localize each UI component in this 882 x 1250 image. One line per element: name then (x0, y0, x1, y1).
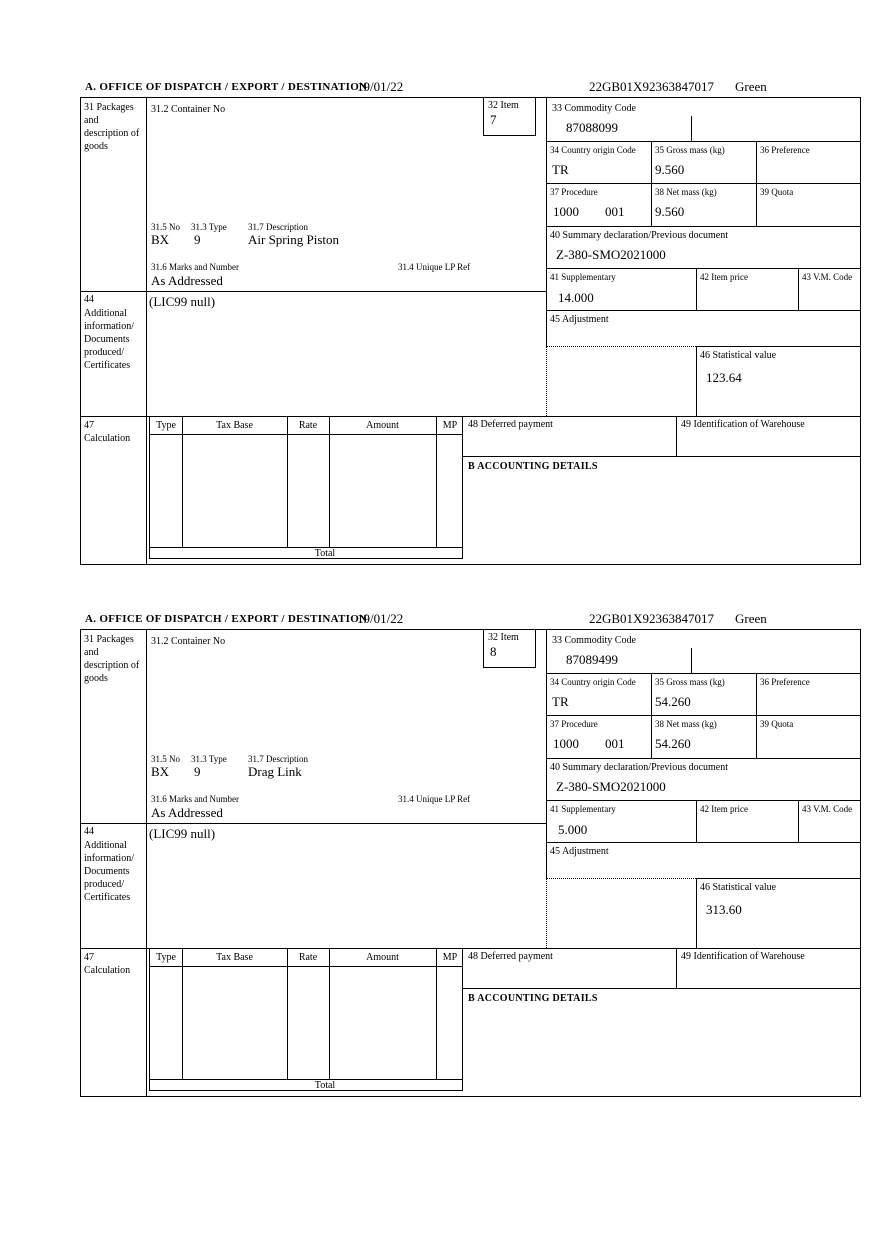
unique-lp-ref-label: 31.4 Unique LP Ref (398, 794, 471, 804)
divider-line (546, 310, 860, 311)
calculation-table (149, 948, 463, 1091)
box45-label: 45 Adjustment (550, 846, 609, 857)
divider-line (182, 417, 183, 547)
divider-line (329, 417, 330, 547)
packages-no-value: BX (151, 232, 170, 247)
calc-col-amount: Amount (366, 952, 399, 963)
dotted-divider-line (546, 346, 696, 347)
item-number-value: 8 (490, 644, 497, 659)
box36-label: 36 Preference (760, 677, 810, 687)
procedure-code-value: 1000 (553, 736, 579, 751)
calc-col-mp: MP (442, 420, 458, 431)
divider-line (463, 988, 860, 989)
item-number-box (483, 630, 536, 668)
box41-label: 41 Supplementary (550, 804, 616, 814)
acceptance-date: 19/01/22 (357, 79, 404, 94)
packages-type-value: 9 (194, 232, 201, 247)
divider-line (81, 823, 546, 824)
box44-number: 44 (84, 294, 94, 305)
box47-label: 47 Calculation (84, 420, 131, 444)
container-no-label: 31.2 Container No (151, 104, 226, 115)
box39-label: 39 Quota (760, 187, 794, 197)
container-no-label: 31.2 Container No (151, 636, 226, 647)
box40-label: 40 Summary declaration/Previous document (550, 762, 729, 773)
country-origin-value: TR (552, 694, 569, 709)
divider-line (287, 949, 288, 1079)
commodity-code-value: 87089499 (566, 652, 618, 667)
declaration-item-section (80, 610, 862, 1098)
packages-description-label: 31.7 Description (248, 222, 308, 232)
divider-line (546, 226, 860, 227)
calc-col-mp: MP (442, 952, 458, 963)
item-number-box (483, 98, 536, 136)
supplementary-units-value: 14.000 (558, 290, 594, 305)
box37-label: 37 Procedure (550, 719, 598, 729)
box40-label: 40 Summary declaration/Previous document (550, 230, 729, 241)
dotted-divider-line (546, 346, 547, 416)
statistical-value: 123.64 (706, 370, 742, 385)
sad-item-form (80, 629, 861, 1097)
net-mass-value: 9.560 (655, 204, 685, 219)
box33-label: 33 Commodity Code (552, 103, 636, 114)
previous-document-value: Z-380-SMO2021000 (556, 779, 666, 794)
divider-line (436, 417, 437, 547)
divider-line (546, 141, 860, 142)
packages-no-label: 31.5 No (151, 222, 180, 232)
calculation-table (149, 416, 463, 559)
calc-col-amount: Amount (366, 420, 399, 431)
divider-line (329, 949, 330, 1079)
goods-description-value: Drag Link (248, 764, 302, 779)
box48-label: 48 Deferred payment (468, 419, 553, 430)
country-origin-value: TR (552, 162, 569, 177)
packages-type-value: 9 (194, 764, 201, 779)
box35-label: 35 Gross mass (kg) (655, 145, 725, 155)
calc-col-rate: Rate (298, 420, 318, 431)
unique-lp-ref-label: 31.4 Unique LP Ref (398, 262, 471, 272)
box44-number: 44 (84, 826, 94, 837)
divider-line (546, 842, 860, 843)
additional-information-value: (LIC99 null) (149, 294, 216, 309)
divider-line (651, 673, 652, 758)
box49-label: 49 Identification of Warehouse (681, 951, 805, 962)
divider-line (436, 949, 437, 1079)
divider-line (546, 630, 547, 878)
marks-and-number-value: As Addressed (151, 273, 223, 288)
additional-information-value: (LIC99 null) (149, 826, 216, 841)
accounting-details-label: B ACCOUNTING DETAILS (468, 993, 598, 1004)
box34-label: 34 Country origin Code (550, 145, 636, 155)
sad-item-form (80, 97, 861, 565)
calc-col-rate: Rate (298, 952, 318, 963)
packages-no-value: BX (151, 764, 170, 779)
box32-label: 32 Item (488, 100, 519, 111)
box35-label: 35 Gross mass (kg) (655, 677, 725, 687)
divider-line (546, 673, 860, 674)
divider-line (696, 346, 860, 347)
divider-line (676, 416, 677, 456)
divider-line (81, 291, 546, 292)
divider-line (546, 800, 860, 801)
marks-and-number-value: As Addressed (151, 805, 223, 820)
divider-line (546, 758, 860, 759)
commodity-code-value: 87088099 (566, 120, 618, 135)
procedure-code2-value: 001 (605, 736, 625, 751)
calc-col-type: Type (156, 952, 176, 963)
box46-label: 46 Statistical value (700, 350, 777, 361)
routing-status: Green (735, 611, 767, 626)
divider-line (696, 878, 860, 879)
procedure-code2-value: 001 (605, 204, 625, 219)
supplementary-units-value: 5.000 (558, 822, 588, 837)
statistical-value: 313.60 (706, 902, 742, 917)
divider-line (651, 141, 652, 226)
divider-line (696, 346, 697, 416)
divider-line (676, 948, 677, 988)
declaration-item-section (80, 78, 862, 566)
box46-label: 46 Statistical value (700, 882, 777, 893)
divider-line (546, 715, 860, 716)
divider-line (146, 98, 147, 564)
box31-label: 31 Packages and description of goods (84, 634, 140, 684)
gross-mass-value: 54.260 (655, 694, 691, 709)
divider-line (798, 268, 799, 310)
divider-line (696, 878, 697, 948)
office-of-dispatch-label: A. OFFICE OF DISPATCH / EXPORT / DESTINATION (85, 613, 368, 625)
divider-line (696, 800, 697, 842)
divider-line (150, 434, 462, 435)
calc-col-type: Type (156, 420, 176, 431)
box44-label: Additional information/ Documents produced/ Certificates (84, 840, 134, 903)
net-mass-value: 54.260 (655, 736, 691, 751)
procedure-code-value: 1000 (553, 204, 579, 219)
packages-type-label: 31.3 Type (191, 754, 227, 764)
marks-and-number-label: 31.6 Marks and Number (151, 262, 239, 272)
commodity-code-separator (691, 116, 692, 141)
box43-label: 43 V.M. Code (802, 272, 853, 282)
box39-label: 39 Quota (760, 719, 794, 729)
accounting-details-label: B ACCOUNTING DETAILS (468, 461, 598, 472)
divider-line (756, 673, 757, 758)
dotted-divider-line (546, 878, 547, 948)
declaration-reference: 22GB01X92363847017 (589, 79, 714, 94)
box32-label: 32 Item (488, 632, 519, 643)
marks-and-number-label: 31.6 Marks and Number (151, 794, 239, 804)
calc-total-label: Total (314, 1080, 336, 1091)
divider-line (756, 141, 757, 226)
box48-label: 48 Deferred payment (468, 951, 553, 962)
acceptance-date: 19/01/22 (357, 611, 404, 626)
packages-type-label: 31.3 Type (191, 222, 227, 232)
declaration-reference: 22GB01X92363847017 (589, 611, 714, 626)
box47-label: 47 Calculation (84, 952, 131, 976)
box41-label: 41 Supplementary (550, 272, 616, 282)
gross-mass-value: 9.560 (655, 162, 685, 177)
box36-label: 36 Preference (760, 145, 810, 155)
divider-line (798, 800, 799, 842)
box45-label: 45 Adjustment (550, 314, 609, 325)
box33-label: 33 Commodity Code (552, 635, 636, 646)
calc-col-tax-base: Tax Base (216, 952, 253, 963)
office-of-dispatch-label: A. OFFICE OF DISPATCH / EXPORT / DESTINATION (85, 81, 368, 93)
divider-line (146, 630, 147, 1096)
divider-line (546, 183, 860, 184)
commodity-code-separator (691, 648, 692, 673)
packages-description-label: 31.7 Description (248, 754, 308, 764)
previous-document-value: Z-380-SMO2021000 (556, 247, 666, 262)
divider-line (546, 98, 547, 346)
dotted-divider-line (546, 878, 696, 879)
routing-status: Green (735, 79, 767, 94)
divider-line (287, 417, 288, 547)
calc-total-label: Total (314, 548, 336, 559)
divider-line (182, 949, 183, 1079)
box43-label: 43 V.M. Code (802, 804, 853, 814)
divider-line (150, 966, 462, 967)
divider-line (546, 268, 860, 269)
box37-label: 37 Procedure (550, 187, 598, 197)
box42-label: 42 Item price (700, 804, 748, 814)
box34-label: 34 Country origin Code (550, 677, 636, 687)
box38-label: 38 Net mass (kg) (655, 719, 717, 729)
packages-no-label: 31.5 No (151, 754, 180, 764)
divider-line (463, 456, 860, 457)
box42-label: 42 Item price (700, 272, 748, 282)
box49-label: 49 Identification of Warehouse (681, 419, 805, 430)
goods-description-value: Air Spring Piston (248, 232, 340, 247)
item-number-value: 7 (490, 112, 497, 127)
box44-label: Additional information/ Documents produced/ Certificates (84, 308, 134, 371)
box31-label: 31 Packages and description of goods (84, 102, 140, 152)
divider-line (696, 268, 697, 310)
box38-label: 38 Net mass (kg) (655, 187, 717, 197)
calc-col-tax-base: Tax Base (216, 420, 253, 431)
